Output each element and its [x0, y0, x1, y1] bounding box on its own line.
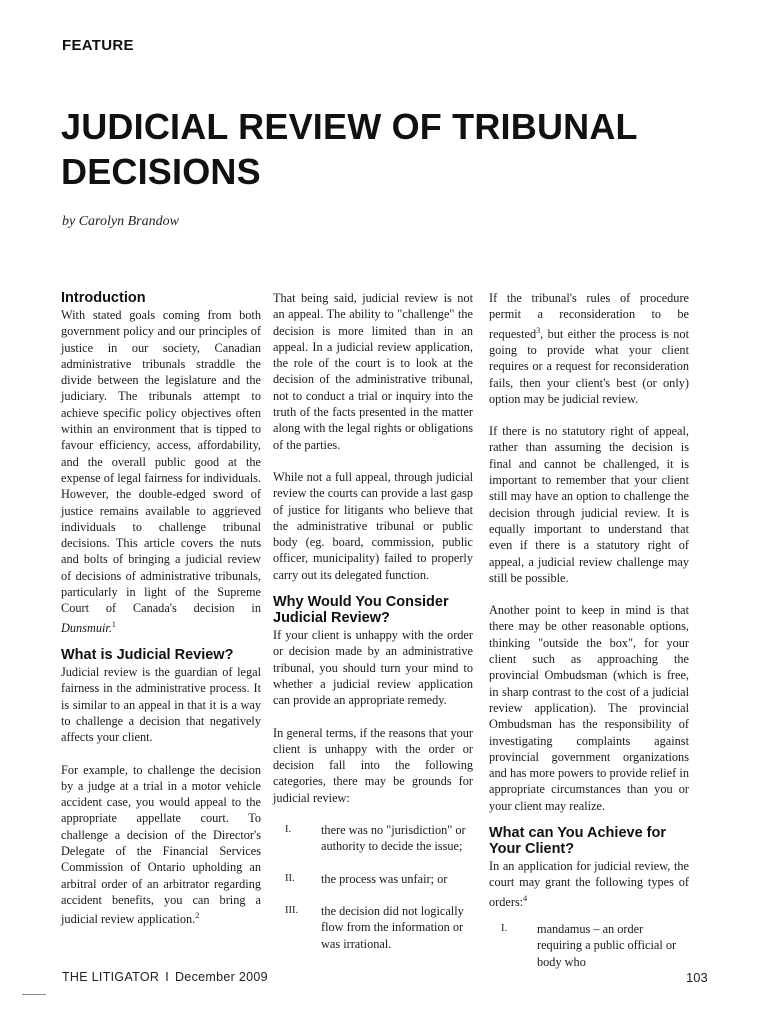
paragraph-introduction: With stated goals coming from both government policy and our principles of justice in our society, Canadian administrative tribunals straddle the divide between the legislature and the judiciary. The tribunals attempt to achieve specific policy objectives often within an environment that is tipped to favour efficiency, access, affordability, and the overall public good at the expense of legal fairness for individuals. However, the double-edged sword of justice remains available to aggrieved individuals to challenge tribunal decisions. This article covers the nuts and bolts of bringing a judicial review of decisions of administrative tribunals, particularly in light of the Supreme Court of Canada's decision in Dunsmuir.$^1$	[61, 308, 261, 635]
title-line-1: JUDICIAL REVIEW OF TRIBUNAL	[61, 106, 638, 147]
footnote-ref-4[interactable]: 4	[523, 893, 528, 903]
column-2	[273, 290, 473, 968]
paragraph-orders: In an application for judicial review, the court may grant the following types of orders:$^4$	[489, 859, 689, 909]
heading-what-is-judicial-review: What is Judicial Review?	[61, 647, 234, 664]
list-item: I. there was no "jurisdiction" or authority to decide the issue;	[285, 823, 466, 854]
heading-introduction: Introduction	[61, 290, 146, 306]
column-1	[61, 290, 261, 928]
paragraph-no-statutory-right: If there is no statutory right of appeal, rather than assuming the decision is final and cannot be challenged, it is important to remember that your client still may have an option to challenge the decision through judicial review. It is equally important to understand that even if there is a statutory right of appeal, a judicial review challenge may still be possible.	[489, 424, 689, 585]
grounds-list	[273, 822, 473, 952]
paragraph-not-an-appeal: That being said, judicial review is not an appeal. The ability to "challenge" the decision is more limited than in an appeal. In a judicial review application, the role of the court is to look at the decision of the administrative tribunal, not to conduct a trial or inquiry into the truth of the facts presented in the matter along with the legal rights or obligations of the parties.	[273, 291, 473, 452]
byline: by Carolyn Brandow	[62, 214, 179, 229]
column-3	[489, 290, 689, 986]
list-item: II. the process was unfair; or	[285, 871, 448, 886]
footnote-ref-3[interactable]: 3	[536, 325, 541, 335]
page-number: 103	[686, 970, 708, 985]
footnote-ref-2[interactable]: 2	[195, 911, 200, 921]
publication-date: December 2009	[174, 970, 268, 984]
list-item: I. mandamus – an order requiring a public official or body who	[501, 921, 677, 969]
footer-publication	[62, 970, 268, 984]
paragraph-ombudsman: Another point to keep in mind is that there may be other reasonable options, thinking "outside the box", for your client such as approaching the provincial Ombudsman (which is free, in sharp contrast to the cost of a judicial review application). The provincial Ombudsman has the responsibility of investigating complaints against provincial government organizations and has more powers to provide relief in appropriate circumstances than you or your client may realize.	[489, 603, 689, 813]
paragraph-example: For example, to challenge the decision by a judge at a trial in a motor vehicle accident case, you would appeal to the appropriate appellate court. To challenge a decision of the Director's Delegate of the Financial Services Commission of Ontario upholding an arbitral order of an arbitrator regarding accident benefits, you can bring a judicial review application.$^2$	[61, 762, 261, 927]
publication-name: THE LITIGATOR	[62, 970, 160, 984]
section-label: FEATURE	[62, 37, 134, 54]
heading-why-consider: Why Would You Consider Judicial Review?	[273, 594, 449, 627]
paragraph-unhappy-client: If your client is unhappy with the order or decision made by an administrative tribunal, you should turn your mind to whether a judicial review application can provide an appropriate remedy.	[273, 628, 473, 708]
paragraph-reconsideration: If the tribunal's rules of procedure permit a reconsideration to be requested$^3$, but either the process is not going to provide what your client requires or a request for reconsideration fails, then your client's best (or only) option may be judicial review.	[489, 291, 689, 406]
footnote-ref-1[interactable]: 1	[111, 619, 116, 629]
heading-what-can-you-achieve: What can You Achieve for Your Client?	[489, 825, 666, 857]
article-title	[61, 104, 701, 194]
footer-separator: I	[165, 970, 169, 984]
paragraph-categories: In general terms, if the reasons that your client is unhappy with the order or decision fall into the following categories, there may be grounds for judicial review:	[273, 725, 473, 805]
list-item: III. the decision did not logically flow from the information or was irrational.	[285, 903, 464, 951]
paragraph-last-gasp: While not a full appeal, through judicial review the courts can provide a last gasp of justice for litigants who believe that the administrative tribunal or public body (eg. board, commission, public officer, municipality) failed to properly carry out its delegated function.	[273, 469, 473, 582]
footer-rule	[22, 994, 46, 995]
paragraph-definition: Judicial review is the guardian of legal fairness in the administrative process. It is similar to an appeal in that it is a way to challenge a decision that negatively affects your client.	[61, 665, 261, 745]
case-name: Dunsmuir.	[61, 620, 112, 635]
title-line-2: DECISIONS	[61, 151, 261, 192]
orders-list	[489, 921, 689, 970]
